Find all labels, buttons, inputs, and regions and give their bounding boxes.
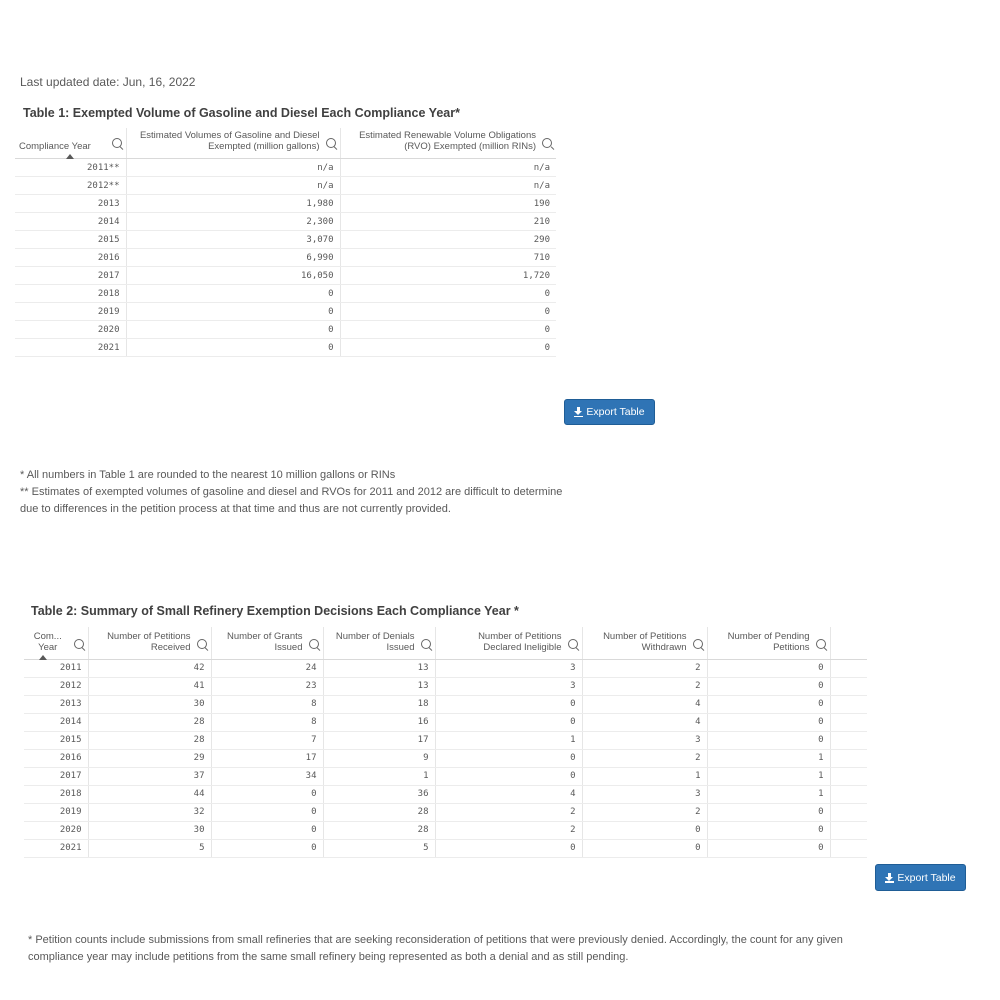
- table-cell: 28: [88, 731, 211, 749]
- search-icon[interactable]: [326, 138, 336, 148]
- search-icon[interactable]: [693, 639, 703, 649]
- table2-header-year[interactable]: [24, 627, 88, 659]
- table-cell: 0: [435, 767, 582, 785]
- table-cell: 1: [582, 767, 707, 785]
- table-cell: 17: [211, 749, 323, 767]
- table-row: [15, 177, 556, 195]
- table-cell: 2021: [15, 339, 126, 357]
- table1-header-compliance-year[interactable]: [15, 128, 126, 159]
- table-cell: 0: [707, 713, 830, 731]
- table-cell: 30: [88, 821, 211, 839]
- header-label: Estimated Volumes of Gasoline and Diesel Exempted (million gallons): [139, 130, 320, 152]
- table-cell: 1,720: [340, 267, 556, 285]
- table-cell: 1: [707, 767, 830, 785]
- table-cell: 2012**: [15, 177, 126, 195]
- table-row: [24, 839, 867, 857]
- download-icon: [574, 407, 583, 417]
- table-row: [24, 803, 867, 821]
- table-cell: 28: [323, 821, 435, 839]
- header-label: Number of Petitions Withdrawn: [603, 630, 687, 653]
- table-cell: 3: [582, 785, 707, 803]
- table-cell: 34: [211, 767, 323, 785]
- table-cell: 2014: [15, 213, 126, 231]
- table-cell: 0: [707, 677, 830, 695]
- table-cell: 2: [435, 821, 582, 839]
- table-cell: 0: [340, 321, 556, 339]
- table-cell: 1: [323, 767, 435, 785]
- table-cell: 0: [707, 659, 830, 677]
- table-cell: 2021: [24, 839, 88, 857]
- table-cell: 0: [126, 303, 340, 321]
- table-row: [24, 767, 867, 785]
- header-label: Number of Petitions Declared Ineligible: [478, 630, 562, 653]
- table-cell: 18: [323, 695, 435, 713]
- table-cell: 23: [211, 677, 323, 695]
- download-icon: [885, 873, 894, 883]
- table-cell: n/a: [340, 177, 556, 195]
- header-label: Compliance Year: [19, 141, 91, 152]
- table-row: [24, 749, 867, 767]
- table-cell-spacer: [830, 749, 867, 767]
- table-cell: 0: [435, 749, 582, 767]
- table-cell: 42: [88, 659, 211, 677]
- table-cell: 1: [435, 731, 582, 749]
- header-label: Number of Petitions Received: [107, 630, 191, 653]
- table-cell: 1: [707, 785, 830, 803]
- table-cell: 2,300: [126, 213, 340, 231]
- table-row: [15, 267, 556, 285]
- table-cell: 2011**: [15, 159, 126, 177]
- table1: [15, 128, 556, 357]
- table-row: [15, 285, 556, 303]
- table-cell: 0: [211, 803, 323, 821]
- table-row: [24, 713, 867, 731]
- table-cell: 0: [582, 839, 707, 857]
- note-line: * Petition counts include submissions from small refineries that are seeking reconsideration of petitions that were previously denied. Accordingly, the count for any given compliance year may include petitions from the same small refinery being represented as both a denial and as still pending.: [28, 934, 843, 963]
- table-cell: 0: [211, 785, 323, 803]
- search-icon[interactable]: [197, 639, 207, 649]
- table-cell: 2016: [24, 749, 88, 767]
- table-cell: 710: [340, 249, 556, 267]
- table-cell: 2020: [24, 821, 88, 839]
- table-row: [24, 785, 867, 803]
- table-cell: 7: [211, 731, 323, 749]
- table-row: [15, 195, 556, 213]
- table-cell: 0: [211, 821, 323, 839]
- table-cell: 32: [88, 803, 211, 821]
- table2-notes: [28, 932, 868, 966]
- table-cell: 30: [88, 695, 211, 713]
- table1-header-volumes[interactable]: [126, 128, 340, 159]
- table-cell: 1,980: [126, 195, 340, 213]
- table-cell-spacer: [830, 785, 867, 803]
- table-cell: 210: [340, 213, 556, 231]
- table-cell: 2015: [24, 731, 88, 749]
- table-row: [15, 213, 556, 231]
- table-cell-spacer: [830, 677, 867, 695]
- table-cell-spacer: [830, 767, 867, 785]
- table-cell: 0: [126, 339, 340, 357]
- table-cell: 2: [582, 677, 707, 695]
- table-cell: 28: [323, 803, 435, 821]
- table-cell: n/a: [126, 159, 340, 177]
- table-cell: 0: [340, 339, 556, 357]
- table2-body: [24, 659, 867, 857]
- table-cell: 2017: [15, 267, 126, 285]
- table-cell: 2: [582, 749, 707, 767]
- table-cell: 1: [707, 749, 830, 767]
- table2-header-ineligible[interactable]: [435, 627, 582, 659]
- table-cell: 8: [211, 695, 323, 713]
- table-cell: 13: [323, 677, 435, 695]
- table-cell: 3: [435, 677, 582, 695]
- table-row: [24, 659, 867, 677]
- table-cell: 16,050: [126, 267, 340, 285]
- table-row: [24, 821, 867, 839]
- table1-header-rvo[interactable]: [340, 128, 556, 159]
- table2-title: Table 2: Summary of Small Refinery Exemption Decisions Each Compliance Year *: [31, 604, 519, 618]
- header-label: Number of Pending Petitions: [727, 630, 810, 653]
- table-cell: 3,070: [126, 231, 340, 249]
- table-cell-spacer: [830, 659, 867, 677]
- table-cell: 36: [323, 785, 435, 803]
- search-icon[interactable]: [309, 639, 319, 649]
- table-cell: 2011: [24, 659, 88, 677]
- export-table-button[interactable]: [564, 399, 655, 425]
- table-cell: 3: [435, 659, 582, 677]
- export-table-button[interactable]: [875, 864, 966, 891]
- table-cell-spacer: [830, 821, 867, 839]
- note-line: * All numbers in Table 1 are rounded to the nearest 10 million gallons or RINs: [20, 469, 396, 481]
- table-cell: 13: [323, 659, 435, 677]
- table-cell: 0: [126, 321, 340, 339]
- search-icon[interactable]: [421, 639, 431, 649]
- table-cell: 0: [707, 695, 830, 713]
- table2-header-grants[interactable]: [211, 627, 323, 659]
- table-cell-spacer: [830, 695, 867, 713]
- table-cell: 17: [323, 731, 435, 749]
- table-cell: 0: [707, 803, 830, 821]
- table-cell: 2019: [24, 803, 88, 821]
- table2-header-received[interactable]: [88, 627, 211, 659]
- table-cell: 2019: [15, 303, 126, 321]
- header-label: Number of Grants Issued: [227, 630, 303, 653]
- table-cell: 2018: [24, 785, 88, 803]
- table-cell: 28: [88, 713, 211, 731]
- table-cell: 29: [88, 749, 211, 767]
- table-cell: 2016: [15, 249, 126, 267]
- table1-body: [15, 159, 556, 357]
- table-cell: 5: [323, 839, 435, 857]
- table-cell: 6,990: [126, 249, 340, 267]
- table-cell: 0: [435, 695, 582, 713]
- table-cell: 4: [582, 713, 707, 731]
- table-cell: 2018: [15, 285, 126, 303]
- table-cell: 44: [88, 785, 211, 803]
- search-icon[interactable]: [816, 639, 826, 649]
- table2-header-pending[interactable]: [707, 627, 830, 659]
- table-cell: 3: [582, 731, 707, 749]
- table-cell: 2012: [24, 677, 88, 695]
- search-icon[interactable]: [74, 639, 84, 649]
- table-cell: 0: [435, 713, 582, 731]
- table-row: [24, 695, 867, 713]
- table-cell: 190: [340, 195, 556, 213]
- header-label: Com... Year: [33, 630, 62, 653]
- table-cell: 2: [582, 659, 707, 677]
- note-line: ** Estimates of exempted volumes of gasoline and diesel and RVOs for 2011 and 2012 are difficult to determine due to differences in the petition process at that time and thus are not currently provided.: [20, 486, 563, 515]
- last-updated-text: Last updated date: Jun, 16, 2022: [20, 75, 196, 89]
- table-row: [15, 303, 556, 321]
- table2-header-withdrawn[interactable]: [582, 627, 707, 659]
- table-row: [15, 249, 556, 267]
- table-cell: n/a: [340, 159, 556, 177]
- sort-ascending-icon: [66, 154, 74, 159]
- table-cell: n/a: [126, 177, 340, 195]
- table-row: [15, 231, 556, 249]
- table-cell: 8: [211, 713, 323, 731]
- search-icon[interactable]: [568, 639, 578, 649]
- search-icon[interactable]: [112, 138, 122, 148]
- table2: [24, 627, 867, 858]
- table-cell: 2020: [15, 321, 126, 339]
- table1-notes: [20, 467, 580, 518]
- table-row: [15, 159, 556, 177]
- table-cell: 2013: [15, 195, 126, 213]
- table-cell: 290: [340, 231, 556, 249]
- header-label: Number of Denials Issued: [335, 630, 415, 653]
- table1-title: Table 1: Exempted Volume of Gasoline and Diesel Each Compliance Year*: [23, 106, 460, 120]
- table-cell-spacer: [830, 731, 867, 749]
- table-cell: 0: [707, 821, 830, 839]
- table2-header-spacer: [830, 627, 867, 659]
- table-cell-spacer: [830, 803, 867, 821]
- table2-header-denials[interactable]: [323, 627, 435, 659]
- table-cell: 2013: [24, 695, 88, 713]
- table-cell: 0: [340, 303, 556, 321]
- table-cell: 0: [211, 839, 323, 857]
- table-cell: 37: [88, 767, 211, 785]
- table-cell: 4: [582, 695, 707, 713]
- table-cell: 2: [582, 803, 707, 821]
- table-cell: 0: [340, 285, 556, 303]
- table-cell: 2017: [24, 767, 88, 785]
- table-cell-spacer: [830, 713, 867, 731]
- table-cell: 9: [323, 749, 435, 767]
- export-table-label: Export Table: [897, 871, 956, 884]
- table-cell: 2: [435, 803, 582, 821]
- table-cell: 4: [435, 785, 582, 803]
- export-table-label: Export Table: [586, 406, 645, 418]
- table-cell: 2014: [24, 713, 88, 731]
- table-cell: 24: [211, 659, 323, 677]
- table-cell: 0: [126, 285, 340, 303]
- table-cell: 0: [707, 839, 830, 857]
- table-row: [15, 321, 556, 339]
- search-icon[interactable]: [542, 138, 552, 148]
- table-cell: 0: [707, 731, 830, 749]
- table-cell: 41: [88, 677, 211, 695]
- table-row: [15, 339, 556, 357]
- sort-ascending-icon: [39, 655, 47, 660]
- header-label: Estimated Renewable Volume Obligations (RVO) Exempted (million RINs): [359, 130, 536, 152]
- table-cell-spacer: [830, 839, 867, 857]
- table-row: [24, 677, 867, 695]
- table-cell: 2015: [15, 231, 126, 249]
- table-cell: 0: [435, 839, 582, 857]
- table-row: [24, 731, 867, 749]
- table-cell: 16: [323, 713, 435, 731]
- table-cell: 5: [88, 839, 211, 857]
- table-cell: 0: [582, 821, 707, 839]
